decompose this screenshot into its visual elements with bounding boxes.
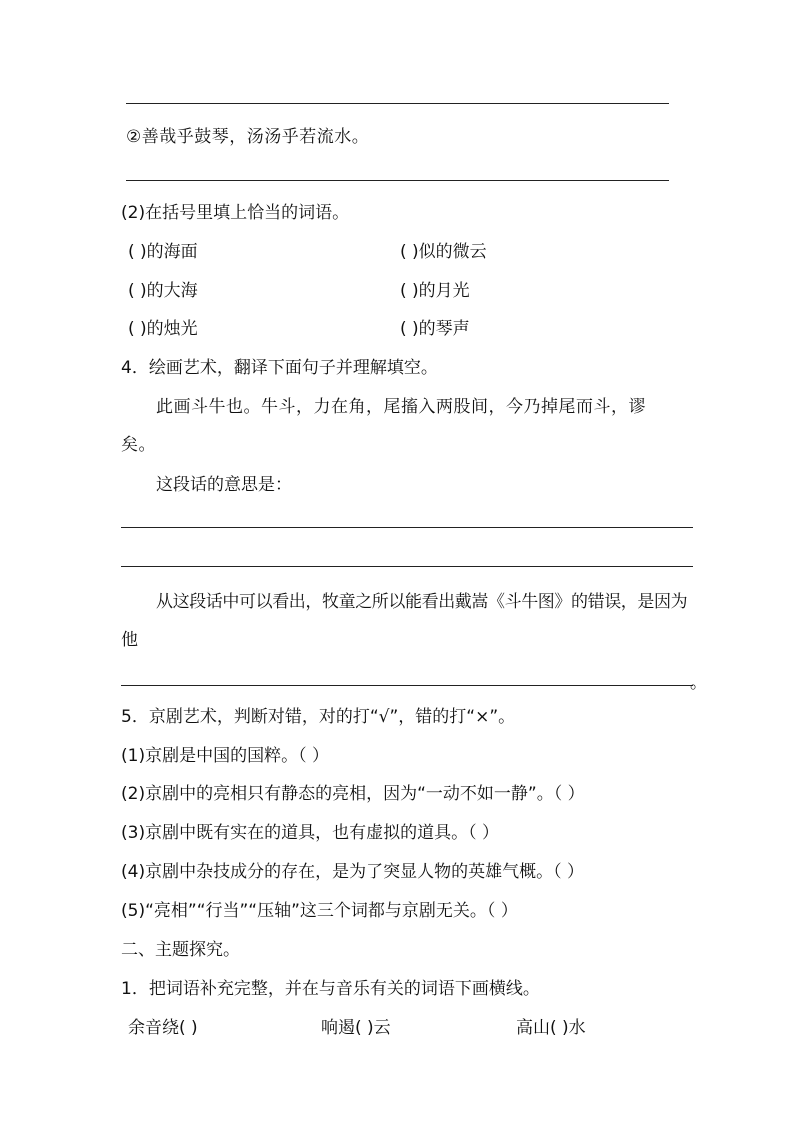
- q4-meaning-prompt: 这段话的意思是：: [156, 475, 292, 495]
- q5-title: 5．京剧艺术，判断对错，对的打“√”，错的打“×”。: [121, 707, 516, 727]
- q3-sentence-2: ②善哉乎鼓琴，汤汤乎若流水。: [126, 127, 370, 147]
- q4-reason-line-2: 他: [121, 630, 138, 650]
- answer-line-2[interactable]: [126, 180, 669, 181]
- q5-item[interactable]: (2)京剧中的亮相只有静态的亮相，因为“一动不如一静”。（ ）: [121, 784, 585, 804]
- word-fill-item[interactable]: 余音绕( ): [128, 1018, 198, 1038]
- answer-line-5[interactable]: [121, 685, 693, 686]
- q3-part2-title: (2)在括号里填上恰当的词语。: [121, 203, 350, 223]
- fill-item[interactable]: ( )似的微云: [400, 242, 487, 262]
- q5-item[interactable]: (5)“亮相”“行当”“压轴”这三个词都与京剧无关。（ ）: [121, 901, 518, 921]
- q4-reason-line-1: 从这段话中可以看出，牧童之所以能看出戴嵩《斗牛图》的错误，是因为: [156, 592, 688, 612]
- answer-line-1[interactable]: [126, 103, 669, 104]
- fill-item[interactable]: ( )的月光: [400, 281, 470, 301]
- fill-item[interactable]: ( )的大海: [128, 281, 198, 301]
- section2-title: 二、主题探究。: [121, 940, 240, 960]
- q5-item[interactable]: (1)京剧是中国的国粹。（ ）: [121, 746, 329, 766]
- fill-item[interactable]: ( )的海面: [128, 242, 198, 262]
- q4-title: 4．绘画艺术，翻译下面句子并理解填空。: [121, 358, 438, 378]
- q4-end-mark: 。: [690, 673, 707, 693]
- fill-item[interactable]: ( )的琴声: [400, 319, 470, 339]
- fill-item[interactable]: ( )的烛光: [128, 319, 198, 339]
- q5-item[interactable]: (4)京剧中杂技成分的存在，是为了突显人物的英雄气概。（ ）: [121, 862, 584, 882]
- word-fill-item[interactable]: 响遏( )云: [321, 1018, 391, 1038]
- q4-passage-line-1: 此画斗牛也。牛斗，力在角，尾搐入两股间，今乃掉尾而斗，谬: [156, 397, 646, 417]
- q4-passage-line-2: 矣。: [121, 435, 156, 455]
- word-fill-item[interactable]: 高山( )水: [516, 1018, 586, 1038]
- q5-item[interactable]: (3)京剧中既有实在的道具，也有虚拟的道具。（ ）: [121, 823, 499, 843]
- section2-q1-title: 1．把词语补充完整，并在与音乐有关的词语下画横线。: [121, 979, 540, 999]
- answer-line-4[interactable]: [121, 566, 693, 567]
- answer-line-3[interactable]: [121, 527, 693, 528]
